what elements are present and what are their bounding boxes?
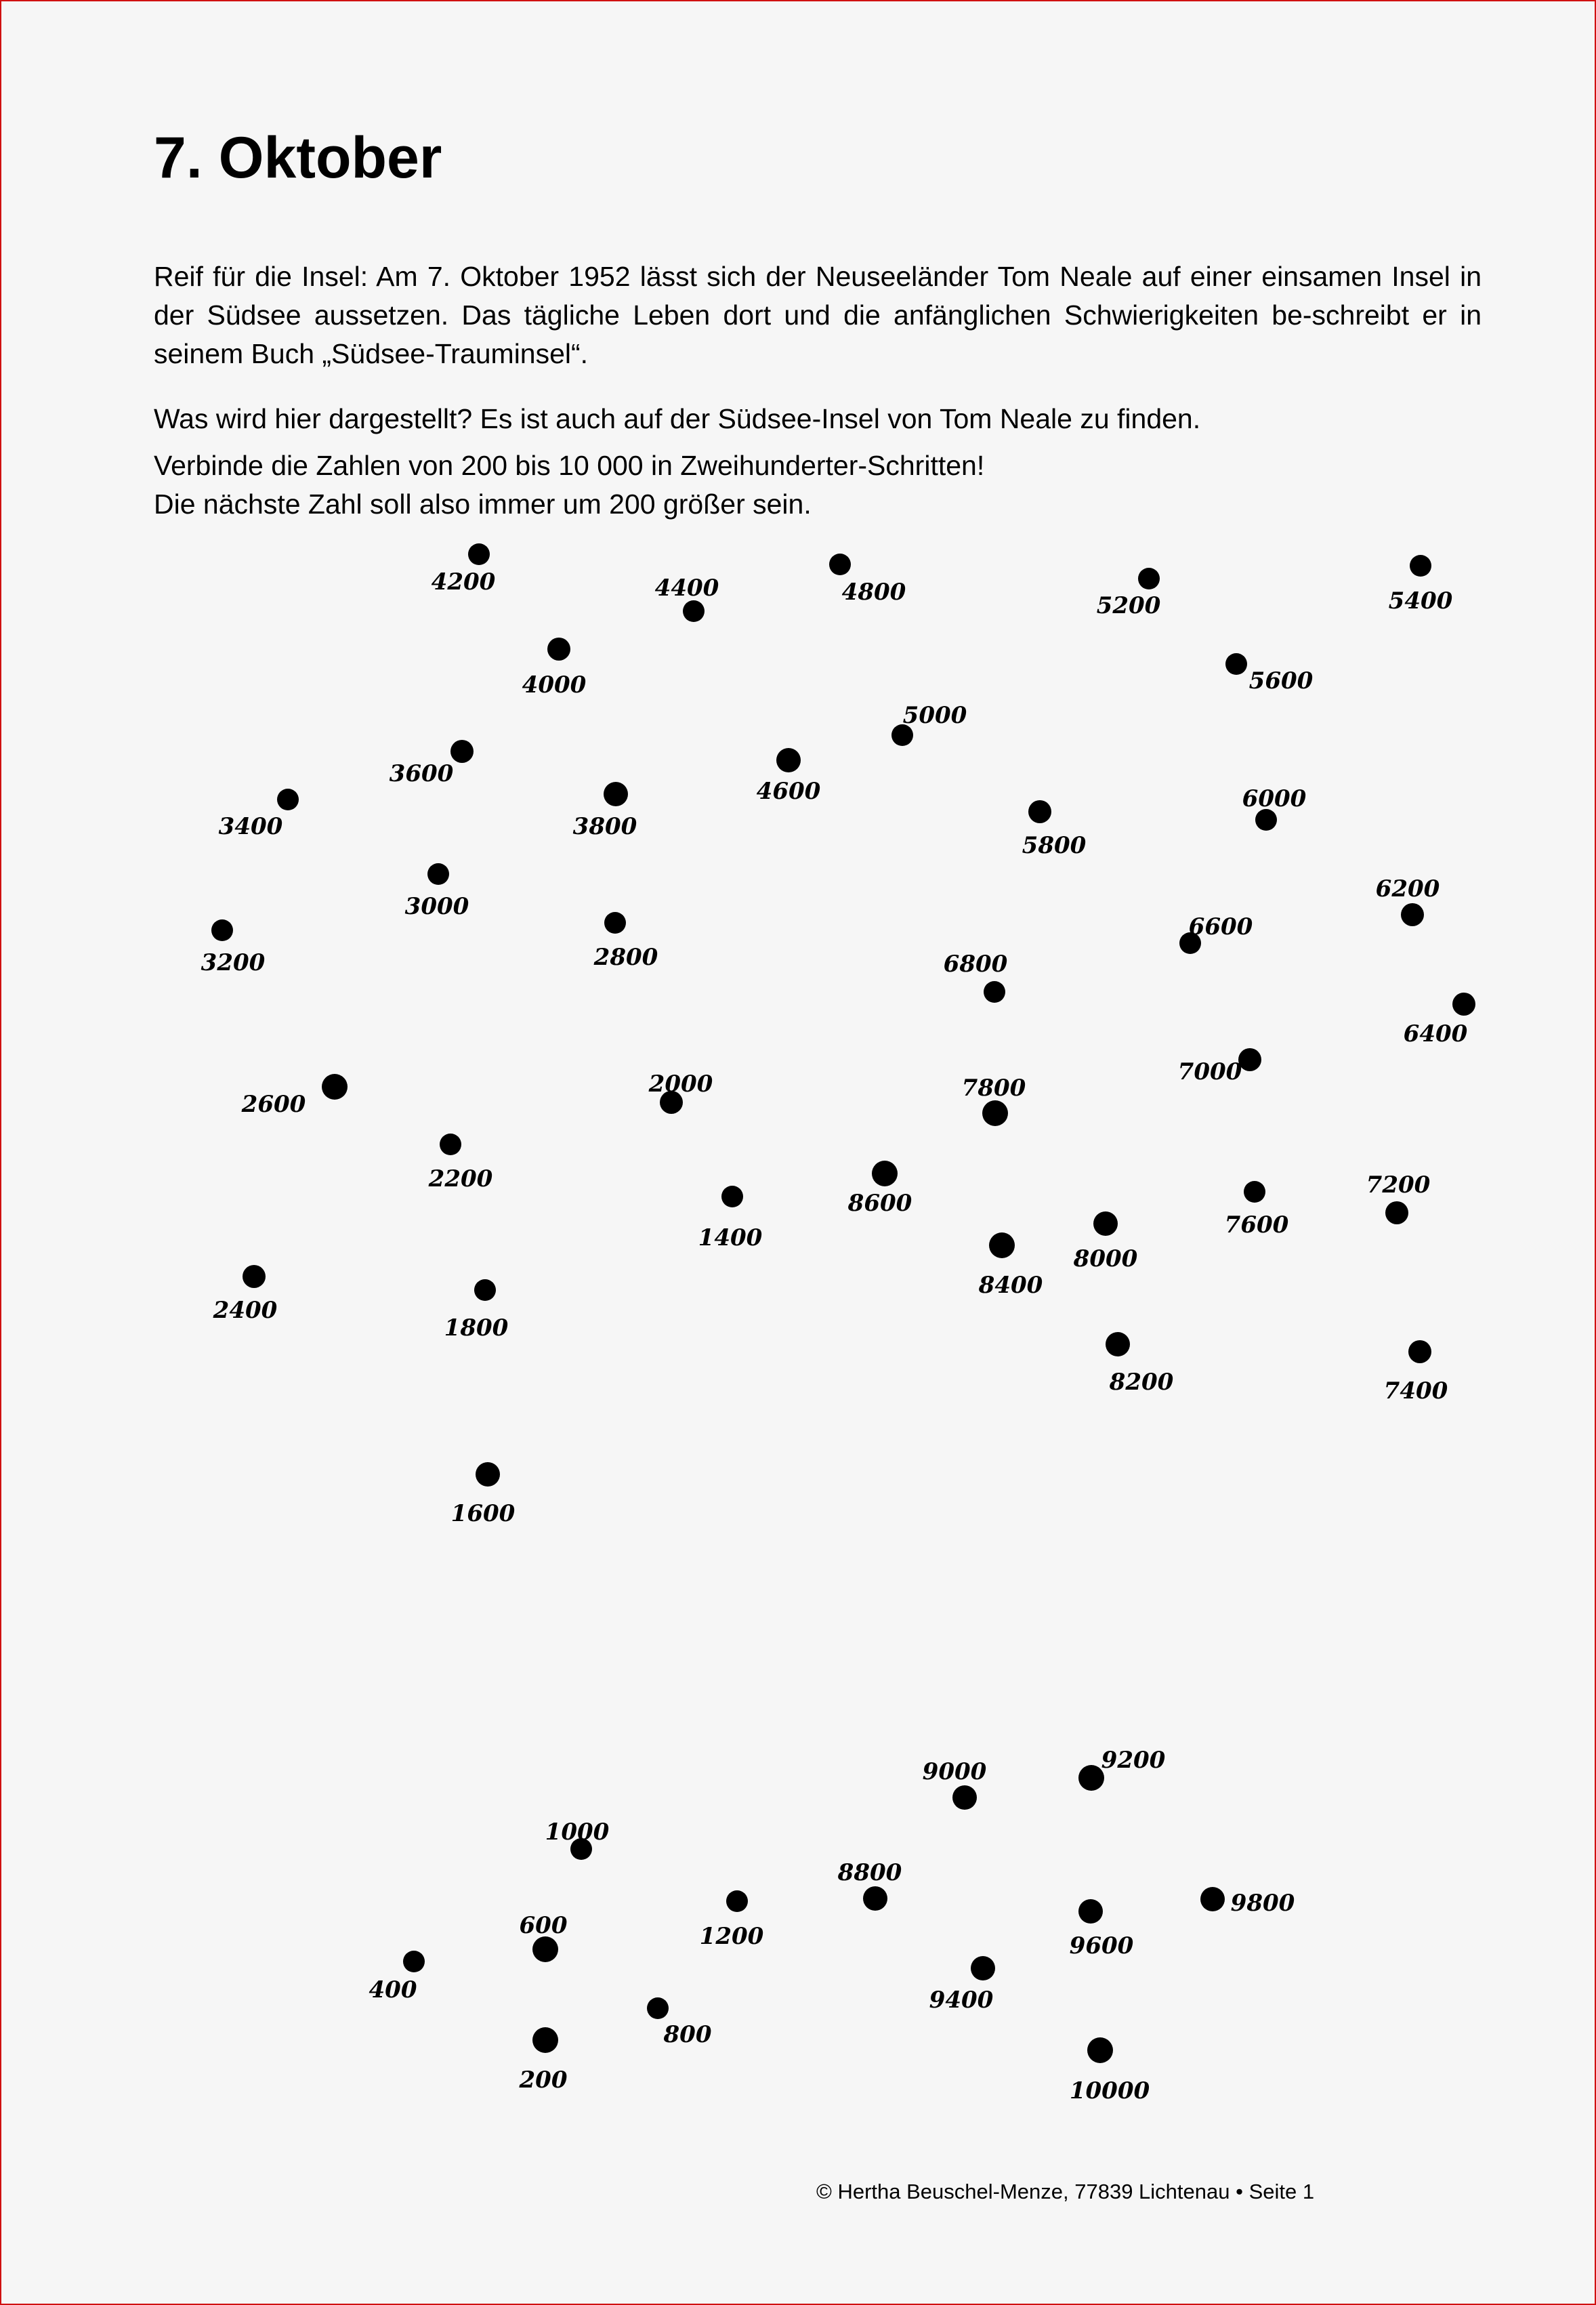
puzzle-dot-label-2800: 2800 <box>593 944 658 971</box>
puzzle-dot-label-7000: 7000 <box>1177 1058 1242 1085</box>
puzzle-dot-6800[interactable] <box>984 981 1005 1003</box>
puzzle-dot-label-6400: 6400 <box>1403 1020 1468 1047</box>
puzzle-dot-4800[interactable] <box>829 554 851 575</box>
puzzle-dot-5800[interactable] <box>1028 800 1051 823</box>
puzzle-dot-1600[interactable] <box>476 1462 500 1487</box>
puzzle-dot-label-1200: 1200 <box>699 1923 764 1950</box>
puzzle-dot-label-200: 200 <box>519 2067 568 2094</box>
puzzle-dot-label-2200: 2200 <box>428 1165 493 1192</box>
intro-paragraph: Reif für die Insel: Am 7. Oktober 1952 lässt sich der Neuseeländer Tom Neale auf einer einsamen Insel in der Südsee aussetzen. Das tägliche Leben dort und die anfänglichen Schwierigkeiten be-schreibt er in seinem Buch „Südsee-Trauminsel“. <box>154 261 1482 369</box>
puzzle-dot-8600[interactable] <box>872 1161 898 1186</box>
puzzle-dot-4200[interactable] <box>468 543 490 565</box>
puzzle-dot-label-4200: 4200 <box>431 568 496 596</box>
puzzle-dot-label-3600: 3600 <box>389 760 454 787</box>
puzzle-dot-2800[interactable] <box>604 912 626 934</box>
puzzle-dot-8200[interactable] <box>1106 1332 1130 1356</box>
puzzle-dot-400[interactable] <box>403 1951 425 1972</box>
puzzle-dot-7400[interactable] <box>1408 1340 1431 1363</box>
puzzle-dot-1400[interactable] <box>721 1186 743 1207</box>
puzzle-dot-6200[interactable] <box>1401 903 1424 926</box>
puzzle-dot-8400[interactable] <box>989 1232 1015 1258</box>
puzzle-dot-label-9200: 9200 <box>1101 1747 1166 1774</box>
puzzle-dot-7800[interactable] <box>982 1100 1008 1126</box>
puzzle-dot-label-1800: 1800 <box>444 1314 509 1342</box>
puzzle-dot-label-4000: 4000 <box>522 671 587 699</box>
puzzle-dot-200[interactable] <box>532 2027 558 2053</box>
puzzle-dot-1200[interactable] <box>726 1890 748 1912</box>
puzzle-dot-label-1600: 1600 <box>450 1500 516 1527</box>
copyright-footer: © Hertha Beuschel-Menze, 77839 Lichtenau • Seite 1 <box>816 2180 1315 2203</box>
puzzle-dot-label-5400: 5400 <box>1388 587 1453 615</box>
puzzle-dot-label-9800: 9800 <box>1230 1890 1295 1917</box>
puzzle-dot-label-1000: 1000 <box>545 1819 610 1846</box>
puzzle-dot-label-7400: 7400 <box>1383 1377 1448 1405</box>
question-text: Was wird hier dargestellt? Es ist auch auf der Südsee-Insel von Tom Neale zu finden. <box>154 403 1201 434</box>
puzzle-dot-label-8800: 8800 <box>837 1859 902 1886</box>
puzzle-dot-label-9600: 9600 <box>1069 1932 1134 1959</box>
puzzle-dot-label-5000: 5000 <box>902 702 967 729</box>
puzzle-dot-label-5800: 5800 <box>1022 832 1087 859</box>
puzzle-dot-label-2000: 2000 <box>648 1071 713 1098</box>
puzzle-dot-2400[interactable] <box>243 1265 266 1288</box>
puzzle-dot-8000[interactable] <box>1093 1211 1118 1236</box>
puzzle-dot-9800[interactable] <box>1200 1887 1225 1911</box>
puzzle-dot-label-6000: 6000 <box>1242 785 1307 812</box>
puzzle-dot-label-9000: 9000 <box>922 1758 987 1785</box>
instruction-text: Verbinde die Zahlen von 200 bis 10 000 in Zweihunderter-Schritten! <box>154 450 985 481</box>
puzzle-dot-label-6800: 6800 <box>943 951 1008 978</box>
instruction-hint: Die nächste Zahl soll also immer um 200 größer sein. <box>154 489 812 520</box>
puzzle-dot-7600[interactable] <box>1244 1181 1265 1203</box>
puzzle-dot-label-5600: 5600 <box>1248 667 1314 694</box>
puzzle-dot-label-7600: 7600 <box>1224 1211 1289 1239</box>
puzzle-dot-label-4400: 4400 <box>654 575 719 602</box>
puzzle-dot-2600[interactable] <box>322 1074 348 1100</box>
page-title: 7. Oktober <box>154 125 442 190</box>
puzzle-dot-6400[interactable] <box>1452 993 1475 1016</box>
puzzle-dot-4600[interactable] <box>776 748 801 772</box>
puzzle-dot-3200[interactable] <box>211 919 233 941</box>
puzzle-dot-600[interactable] <box>532 1936 558 1962</box>
puzzle-dot-label-3800: 3800 <box>572 813 637 840</box>
puzzle-dot-label-3000: 3000 <box>404 893 469 920</box>
puzzle-dot-label-10000: 10000 <box>1069 2077 1150 2104</box>
puzzle-dot-800[interactable] <box>647 1997 669 2019</box>
puzzle-dot-5600[interactable] <box>1225 653 1247 675</box>
puzzle-dot-label-400: 400 <box>369 1976 417 2003</box>
puzzle-dot-3800[interactable] <box>604 782 628 806</box>
puzzle-dot-label-6200: 6200 <box>1375 875 1440 902</box>
puzzle-dot-label-6600: 6600 <box>1188 913 1253 940</box>
puzzle-dot-4000[interactable] <box>547 638 570 661</box>
puzzle-dot-4400[interactable] <box>683 600 705 622</box>
puzzle-dot-label-7200: 7200 <box>1366 1171 1431 1199</box>
puzzle-dot-label-4600: 4600 <box>756 778 821 805</box>
puzzle-dot-label-8400: 8400 <box>978 1272 1043 1299</box>
puzzle-dot-9200[interactable] <box>1078 1765 1104 1791</box>
puzzle-dot-label-8600: 8600 <box>847 1190 912 1217</box>
puzzle-dot-label-600: 600 <box>519 1912 568 1939</box>
puzzle-dot-8800[interactable] <box>863 1886 887 1911</box>
puzzle-dot-7200[interactable] <box>1385 1201 1408 1224</box>
puzzle-dot-label-8000: 8000 <box>1073 1245 1138 1272</box>
puzzle-dot-10000[interactable] <box>1087 2037 1113 2063</box>
puzzle-dot-label-9400: 9400 <box>929 1987 994 2014</box>
puzzle-dot-label-3400: 3400 <box>218 813 283 840</box>
puzzle-dot-9000[interactable] <box>952 1785 977 1810</box>
puzzle-dot-5200[interactable] <box>1138 568 1160 589</box>
puzzle-dot-label-1400: 1400 <box>698 1224 763 1251</box>
puzzle-dot-3000[interactable] <box>427 863 449 885</box>
puzzle-dot-label-7800: 7800 <box>961 1075 1026 1102</box>
puzzle-dot-5400[interactable] <box>1410 555 1431 577</box>
puzzle-dot-label-2600: 2600 <box>241 1091 306 1118</box>
puzzle-dot-label-4800: 4800 <box>841 579 906 606</box>
puzzle-dot-label-8200: 8200 <box>1109 1369 1174 1396</box>
puzzle-dot-label-3200: 3200 <box>201 949 266 976</box>
puzzle-dot-9600[interactable] <box>1078 1899 1103 1924</box>
puzzle-dot-3400[interactable] <box>277 789 299 810</box>
puzzle-dot-3600[interactable] <box>450 740 474 763</box>
puzzle-dot-label-800: 800 <box>663 2021 712 2048</box>
puzzle-dot-label-2400: 2400 <box>213 1297 278 1324</box>
puzzle-dot-1800[interactable] <box>474 1279 496 1301</box>
puzzle-dot-label-5200: 5200 <box>1096 592 1161 619</box>
puzzle-dot-2200[interactable] <box>440 1134 461 1155</box>
puzzle-dot-9400[interactable] <box>971 1956 995 1980</box>
